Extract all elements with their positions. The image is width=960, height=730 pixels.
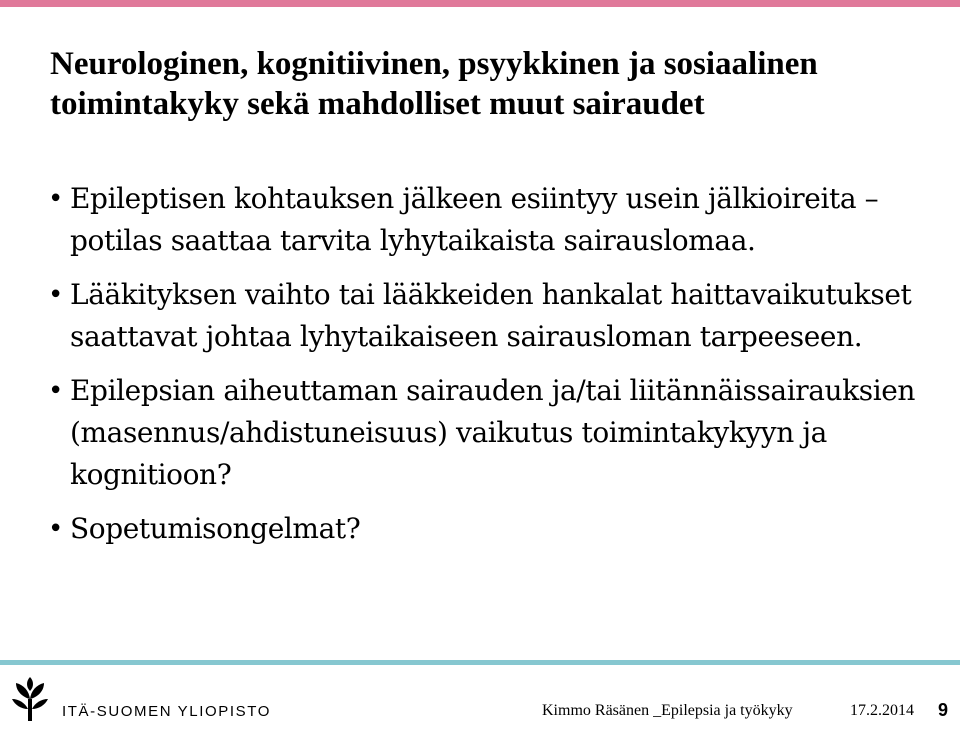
bullet-item [48,178,938,262]
footer-author: Kimmo Räsänen _Epilepsia ja työkyky [542,702,793,719]
bullet-text: Lääkityksen vaihto tai lääkkeiden hankalat haittavaikutukset saattavat johtaa lyhytaikaiseen sairausloman tarpeeseen. [70,278,912,353]
page-number: 9 [938,700,949,720]
slide-footer [0,665,960,730]
bullet-dot: • [48,376,63,406]
bullet-dot: • [48,184,63,214]
bullet-text: Sopetumisongelmat? [70,512,361,545]
bullet-dot: • [48,514,63,544]
university-logo-icon [12,677,48,721]
bullet-dot: • [48,280,63,310]
bullet-text: Epilepsian aiheuttaman sairauden ja/tai liitännäissairauksien (masennus/ahdistuneisuus) vaikutus toimintakykyyn ja kognitioon? [70,374,916,491]
bullet-list [48,178,938,562]
bullet-item [48,274,938,358]
bullet-text: Epileptisen kohtauksen jälkeen esiintyy usein jälkioireita – potilas saattaa tarvita lyhytaikaista sairauslomaa. [70,182,879,257]
organization-name: ITÄ-SUOMEN YLIOPISTO [62,703,271,720]
top-accent-bar [0,0,960,7]
bullet-item [48,370,938,496]
footer-date: 17.2.2014 [850,702,914,719]
bullet-item [48,508,938,550]
slide-title: Neurologinen, kognitiivinen, psyykkinen ja sosiaalinen toimintakyky sekä mahdolliset muut sairaudet [50,46,818,122]
